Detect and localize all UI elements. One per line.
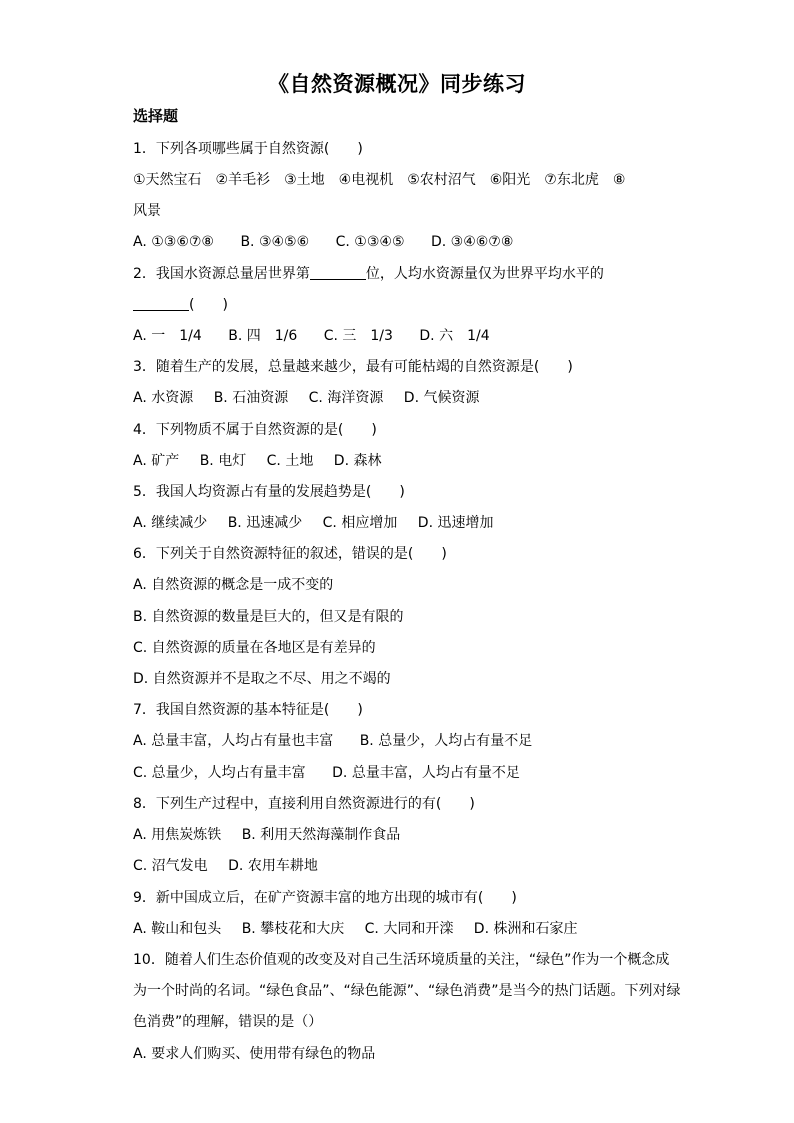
option-b: B. 利用天然海藻制作食品 (241, 827, 401, 843)
question-1-items: ①天然宝石 ②羊毛衫 ③土地 ④电视机 ⑤农村沼气 ⑥阳光 ⑦东北虎 ⑧ (133, 172, 626, 188)
option-a: A. ①③⑥⑦⑧ (133, 234, 214, 250)
option-c: C. 沼气发电 (133, 858, 208, 874)
option-d: D. 迅速增加 (417, 515, 494, 531)
option-d: D. 自然资源并不是取之不尽、用之不竭的 (133, 671, 391, 687)
option-d: D. ③④⑥⑦⑧ (430, 234, 514, 250)
option-c: C. 大同和开滦 (364, 921, 454, 937)
option-c: C. ①③④⑤ (335, 234, 405, 250)
question-2-options (133, 326, 490, 346)
option-b: B. 攀枝花和大庆 (241, 921, 345, 937)
question-8-options-row2 (133, 856, 318, 876)
question-3-options (133, 388, 479, 408)
question-10-stem-end: 色消费”的理解，错误的是（） (133, 1014, 323, 1030)
question-7-stem: 7．我国自然资源的基本特征是( ) (133, 702, 363, 718)
option-d: D. 六 1/4 (419, 328, 490, 344)
option-d: D. 株洲和石家庄 (473, 921, 578, 937)
question-8-options-row1 (133, 825, 400, 845)
question-7-options-row2 (133, 763, 520, 783)
question-10-stem: 10．随着人们生态价值观的改变及对自己生活环境质量的关注，“绿色”作为一个概念成 (133, 952, 670, 968)
option-d: D. 农用车耕地 (228, 858, 318, 874)
option-c: C. 土地 (266, 453, 314, 469)
page-title: 《自然资源概况》同步练习 (268, 71, 526, 96)
question-5-stem: 5．我国人均资源占有量的发展趋势是( ) (133, 484, 405, 500)
option-c: C. 自然资源的质量在各地区是有差异的 (133, 640, 376, 656)
question-9-stem: 9．新中国成立后，在矿产资源丰富的地方出现的城市有( ) (133, 890, 517, 906)
question-1-options (133, 232, 513, 252)
question-1-items-cont: 风景 (133, 203, 161, 219)
option-a: A. 水资源 (133, 390, 194, 406)
section-heading: 选择题 (133, 107, 179, 125)
option-a: A. 用焦炭炼铁 (133, 827, 222, 843)
option-a: A. 自然资源的概念是一成不变的 (133, 577, 334, 593)
option-b: B. 迅速减少 (227, 515, 303, 531)
option-b: B. ③④⑤⑥ (240, 234, 310, 250)
question-7-options-row1 (133, 731, 532, 751)
answer-blank (133, 296, 189, 311)
option-c: C. 总量少，人均占有量丰富 (133, 765, 306, 781)
option-b: B. 总量少，人均占有量不足 (359, 733, 533, 749)
question-3-stem: 3．随着生产的发展，总量越来越少，最有可能枯竭的自然资源是( ) (133, 359, 573, 375)
option-a: A. 矿产 (133, 453, 180, 469)
question-2-stem-part3: ( ) (189, 297, 228, 313)
question-2-stem-part2: 位，人均水资源量仅为世界平均水平的 (365, 266, 604, 282)
option-d: D. 气候资源 (403, 390, 480, 406)
option-d: D. 森林 (333, 453, 382, 469)
question-5-options (133, 513, 493, 533)
option-b: B. 石油资源 (213, 390, 289, 406)
option-c: C. 三 1/3 (323, 328, 393, 344)
question-8-stem: 8．下列生产过程中，直接利用自然资源进行的有( ) (133, 796, 475, 812)
option-c: C. 相应增加 (322, 515, 398, 531)
question-4-stem: 4．下列物质不属于自然资源的是( ) (133, 422, 377, 438)
option-a: A. 总量丰富，人均占有量也丰富 (133, 733, 334, 749)
question-2-stem-part1: 2．我国水资源总量居世界第 (133, 266, 310, 282)
option-a: A. 继续减少 (133, 515, 208, 531)
option-b: B. 自然资源的数量是巨大的，但又是有限的 (133, 609, 404, 625)
option-c: C. 海洋资源 (308, 390, 384, 406)
option-b: B. 电灯 (199, 453, 247, 469)
option-a: A. 一 1/4 (133, 328, 202, 344)
question-10-stem-cont: 为一个时尚的名词。“绿色食品”、“绿色能源”、“绿色消费”是当今的热门话题。下列对绿 (133, 983, 681, 999)
option-a: A. 要求人们购买、使用带有绿色的物品 (133, 1046, 376, 1062)
question-9-options (133, 919, 577, 939)
answer-blank (310, 265, 366, 280)
option-a: A. 鞍山和包头 (133, 921, 222, 937)
question-1-stem: 1．下列各项哪些属于自然资源( ) (133, 141, 363, 157)
question-6-stem: 6．下列关于自然资源特征的叙述，错误的是( ) (133, 546, 447, 562)
option-b: B. 四 1/6 (228, 328, 298, 344)
option-d: D. 总量丰富，人均占有量不足 (332, 765, 520, 781)
question-4-options (133, 451, 381, 471)
question-2-stem-cont (133, 295, 228, 315)
question-2-stem (133, 264, 604, 284)
